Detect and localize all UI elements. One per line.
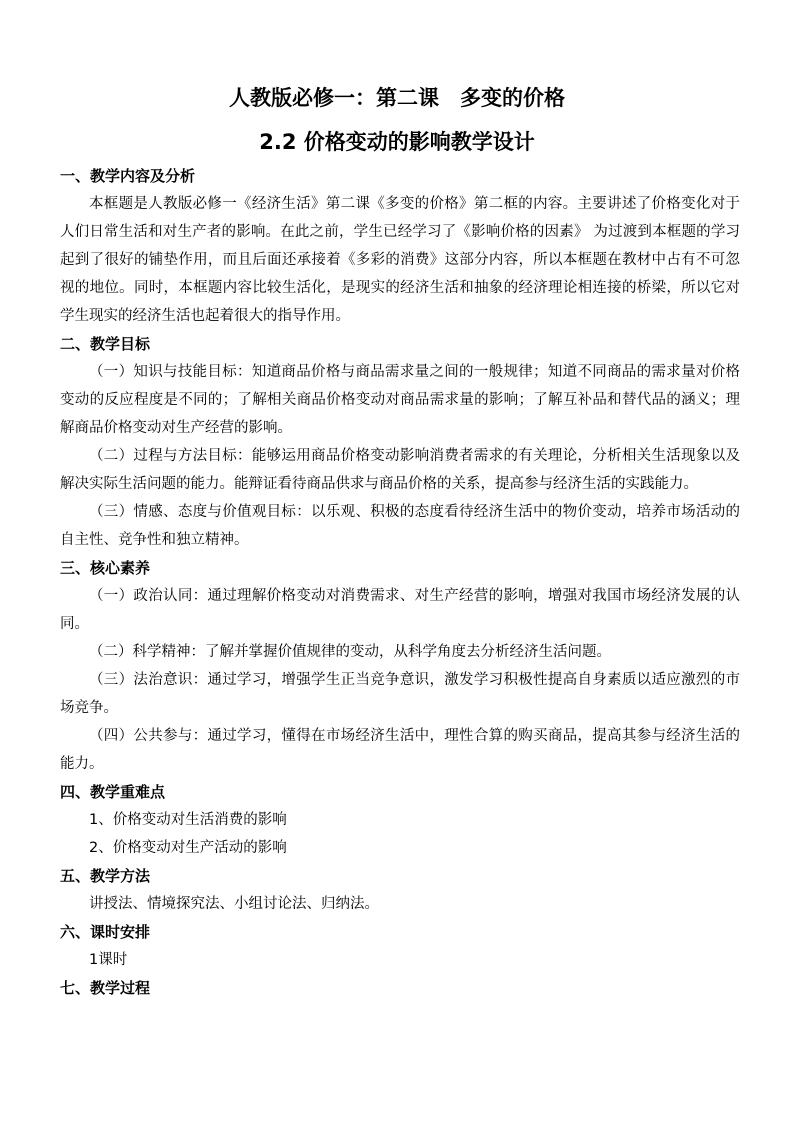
document-body <box>60 162 740 1002</box>
literacy-rule-of-law: （三）法治意识：通过学习，增强学生正当竞争意识，激发学习积极性提高自身素质以适应激烈的市场竞争。 <box>60 672 740 716</box>
content-analysis-paragraph: 本框题是人教版必修一《经济生活》第二课《多变的价格》第二框的内容。主要讲述了价格变化对于人们日常生活和对生产者的影响。在此之前，学生已经学习了《影响价格的因素》 为过渡到本框题的学习起到了很好的铺垫作用，而且后面还承接着《多彩的消费》这部分内容，所以本框题在教材中占有不可忽视的地位。同时，本框题内容比较生活化，是现实的经济生活和抽象的经济理论相连接的桥梁，所以它对学生现实的经济生活也起着很大的指导作用。 <box>60 196 740 324</box>
class-hours-text: 1课时 <box>89 952 128 968</box>
teaching-methods-text: 讲授法、情境探究法、小组讨论法、归纳法。 <box>89 896 379 912</box>
document-title: 人教版必修一：第二课 多变的价格 <box>229 86 565 110</box>
goal-emotions-values: （三）情感、态度与价值观目标：以乐观、积极的态度看待经济生活中的物价变动，培养市场活动的自主性、竞争性和独立精神。 <box>60 504 740 548</box>
section-heading-teaching-process: 七、教学过程 <box>60 979 151 997</box>
document-subtitle: 2.2 价格变动的影响教学设计 <box>259 130 535 154</box>
goal-knowledge-skills: （一）知识与技能目标：知道商品价格与商品需求量之间的一般规律；知道不同商品的需求量对价格变动的反应程度是不同的；了解相关商品价格变动对商品需求量的影响；了解互补品和替代品的涵义；理解商品价格变动对生产经营的影响。 <box>60 364 740 436</box>
literacy-scientific-spirit: （二）科学精神：了解并掌握价值规律的变动，从科学角度去分析经济生活问题。 <box>89 644 611 660</box>
literacy-political-identity: （一）政治认同：通过理解价格变动对消费需求、对生产经营的影响，增强对我国市场经济发展的认同。 <box>60 588 740 632</box>
section-heading-key-points: 四、教学重难点 <box>60 783 166 801</box>
goal-process-methods: （二）过程与方法目标：能够运用商品价格变动影响消费者需求的有关理论，分析相关生活现象以及解决实际生活问题的能力。能辩证看待商品供求与商品价格的关系，提高参与经济生活的实践能力。 <box>60 448 740 492</box>
key-point-item: 1、价格变动对生活消费的影响 <box>89 812 287 828</box>
literacy-public-participation: （四）公共参与：通过学习，懂得在市场经济生活中，理性合算的购买商品，提高其参与经济生活的能力。 <box>60 728 740 772</box>
section-heading-content-analysis: 一、教学内容及分析 <box>60 167 196 185</box>
section-heading-teaching-goals: 二、教学目标 <box>60 335 151 353</box>
key-point-item: 2、价格变动对生产活动的影响 <box>89 840 287 856</box>
section-heading-class-hours: 六、课时安排 <box>60 923 151 941</box>
section-heading-core-literacy: 三、核心素养 <box>60 559 151 577</box>
section-heading-teaching-methods: 五、教学方法 <box>60 867 151 885</box>
